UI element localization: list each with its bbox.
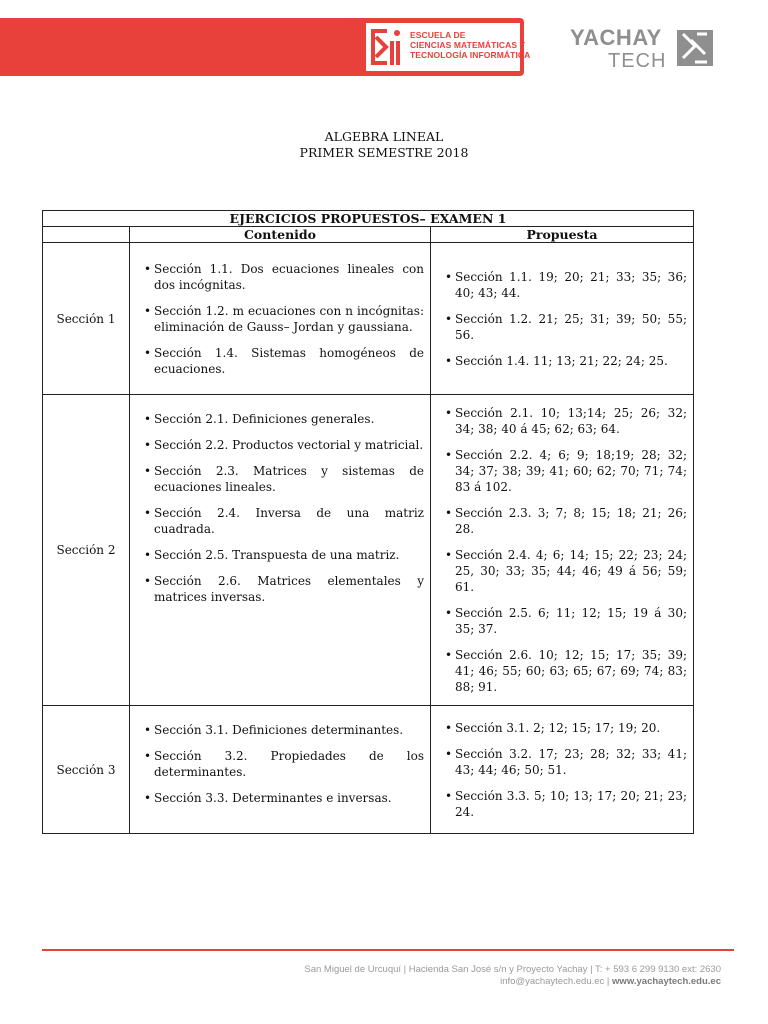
list-item: • Sección 2.1. Definiciones generales. [144, 411, 424, 427]
section-label: Sección 3 [43, 706, 130, 834]
list-item: • Sección 1.1. 19; 20; 21; 33; 35; 36; 40; 43; 44. [445, 269, 687, 301]
list-item: • Sección 1.4. Sistemas homogéneos de ecuaciones. [144, 345, 424, 377]
section-label: Sección 2 [43, 395, 130, 706]
school-name-line: ESCUELA DE [410, 30, 466, 40]
table-caption: EJERCICIOS PROPUESTOS– EXAMEN 1 [43, 211, 694, 227]
course-title: ALGEBRA LINEAL [324, 129, 444, 144]
yachay-tech-logo-icon [677, 30, 713, 66]
footer-address: San Miguel de Urcuquí | Hacienda San José s/n y Proyecto Yachay | T: + 593 6 299 9130 ext: 2630 [304, 964, 721, 975]
list-item: • Sección 1.1. Dos ecuaciones lineales con dos incógnitas. [144, 261, 424, 293]
school-name-line: CIENCIAS MATEMÁTICAS Y [410, 40, 526, 50]
semester-title: PRIMER SEMESTRE 2018 [299, 145, 469, 160]
school-name [410, 30, 531, 60]
contenido-cell [130, 395, 431, 706]
list-item: • Sección 1.2. 21; 25; 31; 39; 50; 55; 56. [445, 311, 687, 343]
list-item: • Sección 2.2. 4; 6; 9; 18;19; 28; 32; 34; 37; 38; 39; 41; 60; 62; 70; 71; 74; 83 á 102. [445, 447, 687, 495]
list-item: • Sección 3.2. Propiedades de los determinantes. [144, 748, 424, 780]
footer-website-link[interactable]: www.yachaytech.edu.ec [612, 976, 721, 987]
list-item: • Sección 2.1. 10; 13;14; 25; 26; 32; 34; 38; 40 á 45; 62; 63; 64. [445, 405, 687, 437]
footer-email[interactable]: info@yachaytech.edu.ec | [500, 976, 610, 987]
footer-divider [42, 949, 734, 951]
list-item: • Sección 3.3. 5; 10; 13; 17; 20; 21; 23; 24. [445, 788, 687, 820]
propuesta-cell [431, 395, 694, 706]
propuesta-cell [431, 243, 694, 395]
list-item: • Sección 3.1. Definiciones determinantes. [144, 722, 424, 738]
brand-tech: TECH [608, 50, 667, 72]
list-item: • Sección 2.4. 4; 6; 14; 15; 22; 23; 24; 25, 30; 33; 35; 44; 46; 49 á 56; 59; 61. [445, 547, 687, 595]
list-item: • Sección 2.5. Transpuesta de una matriz. [144, 547, 424, 563]
list-item: • Sección 3.3. Determinantes e inversas. [144, 790, 424, 806]
section-label: Sección 1 [43, 243, 130, 395]
escuela-logo-icon [370, 27, 402, 67]
contenido-cell [130, 706, 431, 834]
list-item: • Sección 1.2. m ecuaciones con n incógnitas: eliminación de Gauss– Jordan y gaussiana. [144, 303, 424, 335]
header-propuesta: Propuesta [431, 227, 694, 243]
brand-yachay: YACHAY [570, 25, 662, 50]
list-item: • Sección 3.1. 2; 12; 15; 17; 19; 20. [445, 720, 687, 736]
footer-contact [500, 976, 721, 988]
list-item: • Sección 2.6. 10; 12; 15; 17; 35; 39; 41; 46; 55; 60; 63; 65; 67; 69; 74; 83; 88; 91. [445, 647, 687, 695]
propuesta-cell [431, 706, 694, 834]
list-item: • Sección 3.2. 17; 23; 28; 32; 33; 41; 43; 44; 46; 50; 51. [445, 746, 687, 778]
school-name-line: TECNOLOGÍA INFORMÁTICA [410, 50, 531, 60]
list-item: • Sección 2.4. Inversa de una matriz cuadrada. [144, 505, 424, 537]
list-item: • Sección 2.2. Productos vectorial y matricial. [144, 437, 424, 453]
list-item: • Sección 2.6. Matrices elementales y matrices inversas. [144, 573, 424, 605]
contenido-cell [130, 243, 431, 395]
table-row [43, 706, 694, 834]
list-item: • Sección 2.5. 6; 11; 12; 15; 19 á 30; 35; 37. [445, 605, 687, 637]
header-blank [43, 227, 130, 243]
list-item: • Sección 2.3. Matrices y sistemas de ecuaciones lineales. [144, 463, 424, 495]
header-contenido: Contenido [130, 227, 431, 243]
table-row [43, 243, 694, 395]
exercises-table [42, 210, 694, 834]
list-item: • Sección 1.4. 11; 13; 21; 22; 24; 25. [445, 353, 687, 369]
table-row [43, 395, 694, 706]
list-item: • Sección 2.3. 3; 7; 8; 15; 18; 21; 26; 28. [445, 505, 687, 537]
